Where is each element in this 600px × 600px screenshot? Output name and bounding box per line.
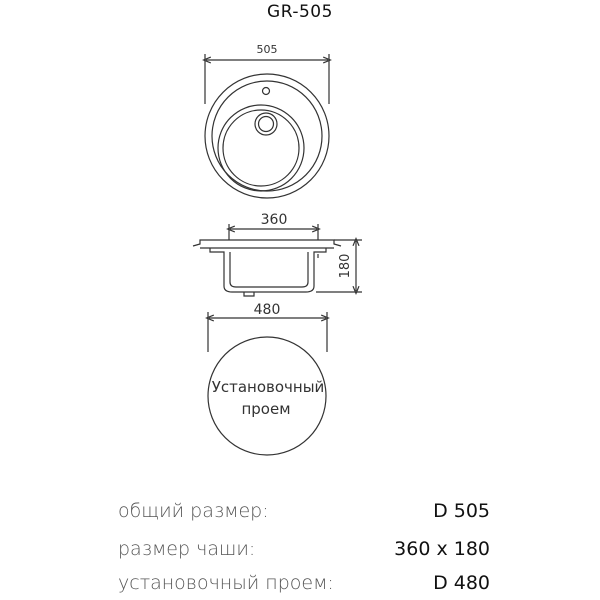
spec-value: D 505 bbox=[433, 500, 490, 522]
spec-row-cutout bbox=[118, 572, 490, 600]
spec-row-bowl-size bbox=[118, 538, 490, 566]
spec-value: D 480 bbox=[433, 572, 490, 594]
cutout-circle bbox=[208, 337, 326, 455]
sink-outer-rim bbox=[205, 74, 329, 198]
drain-inner bbox=[259, 117, 274, 132]
spec-label: общий размер: bbox=[118, 500, 269, 522]
top-view bbox=[205, 54, 329, 198]
sink-body-inner bbox=[230, 252, 308, 287]
cutout-width-label: 480 bbox=[253, 302, 281, 318]
cutout-label-line1: Установочный bbox=[211, 378, 325, 396]
bowl-width-label: 360 bbox=[260, 212, 288, 228]
cutout-label-line2: проем bbox=[241, 400, 291, 418]
sink-inner-rim bbox=[212, 81, 322, 191]
spec-row-overall-size bbox=[118, 500, 490, 528]
sink-bowl-inner bbox=[223, 110, 299, 186]
spec-label: установочный проем: bbox=[118, 572, 334, 594]
model-title: GR-505 bbox=[267, 2, 333, 22]
tap-hole bbox=[263, 88, 270, 95]
side-view bbox=[193, 224, 362, 296]
bowl-depth-label: 180 bbox=[338, 253, 353, 279]
sink-rim-profile bbox=[193, 240, 341, 246]
top-view-width-label: 505 bbox=[256, 43, 278, 56]
spec-label: размер чаши: bbox=[118, 538, 256, 560]
spec-value: 360 x 180 bbox=[394, 538, 490, 560]
